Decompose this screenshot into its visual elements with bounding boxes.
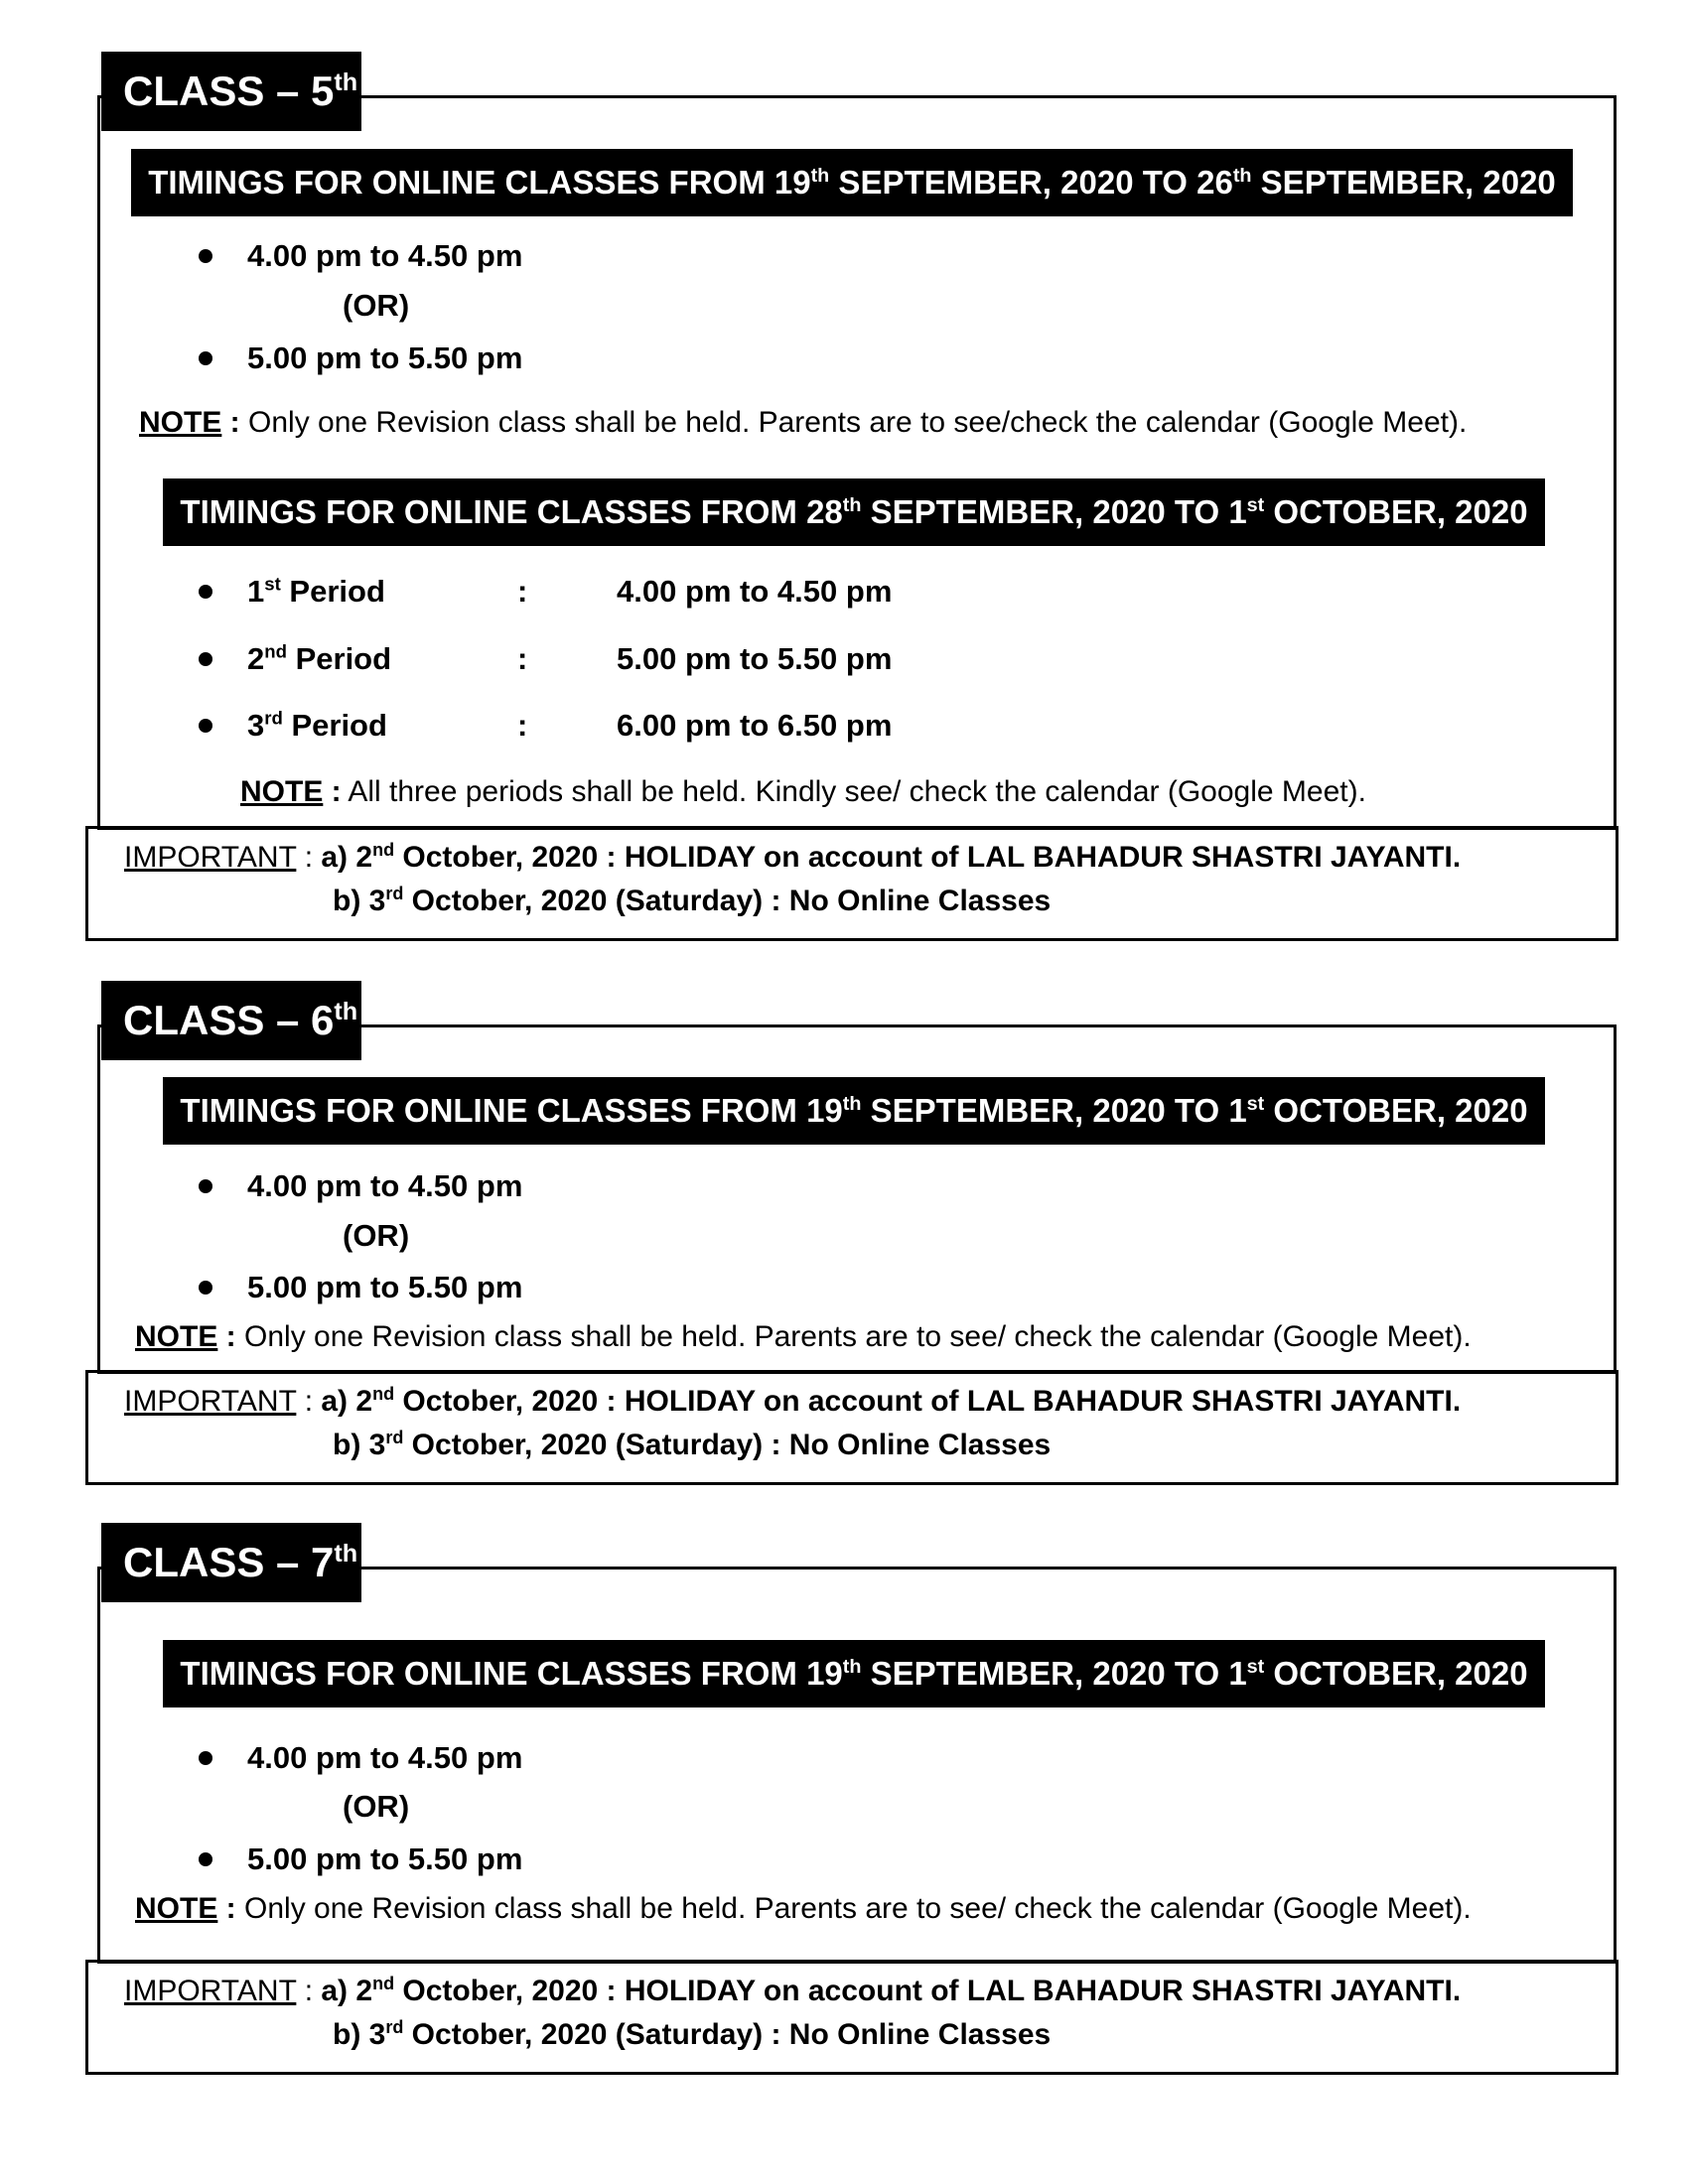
class-6-timing-bar: TIMINGS FOR ONLINE CLASSES FROM 19th SEPTEMBER, 2020 TO 1st OCTOBER, 2020 (163, 1077, 1545, 1145)
bullet-icon (199, 1751, 212, 1765)
class-7-timing-bar: TIMINGS FOR ONLINE CLASSES FROM 19th SEPTEMBER, 2020 TO 1st OCTOBER, 2020 (163, 1640, 1545, 1707)
period-time: 5.00 pm to 5.50 pm (617, 641, 893, 676)
important-line-b: b) 3rd October, 2020 (Saturday) : No Online Classes (333, 1428, 1052, 1461)
note: NOTE : Only one Revision class shall be held. Parents are to see/ check the calendar (Google Meet). (135, 1320, 1472, 1353)
bullet-icon (199, 719, 212, 733)
timing-option: 5.00 pm to 5.50 pm (247, 341, 523, 375)
or-label: (OR) (343, 1218, 410, 1253)
important-line-a: IMPORTANT : a) 2nd October, 2020 : HOLIDAY on account of LAL BAHADUR SHASTRI JAYANTI. (124, 1384, 1462, 1418)
bullet-icon (199, 1179, 212, 1193)
or-label: (OR) (343, 1789, 410, 1824)
bullet-icon (199, 249, 212, 263)
class-6-title: CLASS – 6th (101, 981, 361, 1060)
bullet-icon (199, 351, 212, 365)
class-5-timing-bar-1: TIMINGS FOR ONLINE CLASSES FROM 19th SEPTEMBER, 2020 TO 26th SEPTEMBER, 2020 (131, 149, 1573, 216)
period-label: 2nd Period (247, 640, 392, 676)
important-line-b: b) 3rd October, 2020 (Saturday) : No Online Classes (333, 884, 1052, 917)
timing-option: 5.00 pm to 5.50 pm (247, 1270, 523, 1304)
bullet-icon (199, 1852, 212, 1866)
period-label: 3rd Period (247, 707, 387, 743)
or-label: (OR) (343, 288, 410, 323)
important-line-a: IMPORTANT : a) 2nd October, 2020 : HOLIDAY on account of LAL BAHADUR SHASTRI JAYANTI. (124, 840, 1462, 874)
note: NOTE : Only one Revision class shall be held. Parents are to see/check the calendar (Google Meet). (139, 406, 1468, 439)
important-line-a: IMPORTANT : a) 2nd October, 2020 : HOLIDAY on account of LAL BAHADUR SHASTRI JAYANTI. (124, 1974, 1462, 2007)
timing-option: 5.00 pm to 5.50 pm (247, 1842, 523, 1876)
timing-option: 4.00 pm to 4.50 pm (247, 1740, 523, 1775)
timing-option: 4.00 pm to 4.50 pm (247, 238, 523, 273)
bullet-icon (199, 585, 212, 599)
period-separator: : (517, 641, 528, 676)
class-7-title: CLASS – 7th (101, 1523, 361, 1602)
class-5-timing-bar-2: TIMINGS FOR ONLINE CLASSES FROM 28th SEPTEMBER, 2020 TO 1st OCTOBER, 2020 (163, 478, 1545, 546)
period-time: 4.00 pm to 4.50 pm (617, 574, 893, 609)
bullet-icon (199, 652, 212, 666)
note: NOTE : Only one Revision class shall be held. Parents are to see/ check the calendar (Google Meet). (135, 1892, 1472, 1925)
period-separator: : (517, 708, 528, 743)
note: NOTE : All three periods shall be held. Kindly see/ check the calendar (Google Meet). (240, 775, 1366, 808)
period-separator: : (517, 574, 528, 609)
timing-option: 4.00 pm to 4.50 pm (247, 1168, 523, 1203)
period-label: 1st Period (247, 573, 385, 609)
important-line-b: b) 3rd October, 2020 (Saturday) : No Online Classes (333, 2017, 1052, 2051)
class-5-title: CLASS – 5th (101, 52, 361, 131)
bullet-icon (199, 1281, 212, 1295)
period-time: 6.00 pm to 6.50 pm (617, 708, 893, 743)
